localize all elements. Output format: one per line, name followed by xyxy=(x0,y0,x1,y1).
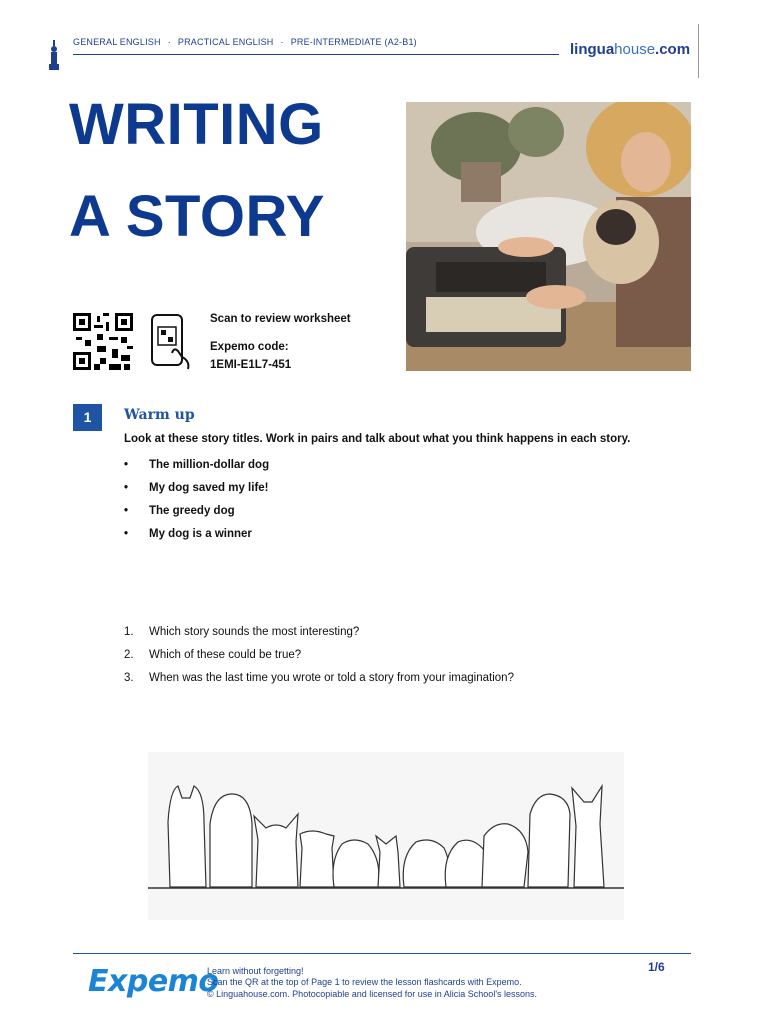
list-item: • The million-dollar dog xyxy=(124,459,270,471)
section-title: Warm up xyxy=(124,407,195,423)
footer-divider xyxy=(73,953,691,954)
statue-of-liberty-icon xyxy=(48,40,60,70)
phone-scan-icon xyxy=(150,313,192,371)
footer-copyright: © Linguahouse.com. Photocopiable and licensed for use in Alicia School's lessons. xyxy=(207,989,538,999)
dogs-lineup-illustration xyxy=(148,752,624,920)
list-item: • My dog is a winner xyxy=(124,528,252,540)
expemo-code: 1EMI-E1L7-451 xyxy=(210,359,292,371)
page-number: 1/6 xyxy=(648,960,665,974)
scan-label: Scan to review worksheet xyxy=(210,313,351,325)
vertical-divider xyxy=(698,24,699,78)
question-item: 1. Which story sounds the most interesting? xyxy=(124,626,360,638)
question-item: 2. Which of these could be true? xyxy=(124,649,302,661)
footer-tagline: Learn without forgetting! xyxy=(207,966,304,976)
breadcrumb-item[interactable]: PRE-INTERMEDIATE (A2-B1) xyxy=(290,37,417,47)
section-instruction: Look at these story titles. Work in pairs and talk about what you think happens in each story. xyxy=(124,433,631,445)
breadcrumb-item[interactable]: PRACTICAL ENGLISH xyxy=(177,37,274,47)
question-item: 3. When was the last time you wrote or told a story from your imagination? xyxy=(124,672,514,684)
section-number: 1 xyxy=(73,404,102,431)
breadcrumb: GENERAL ENGLISH · PRACTICAL ENGLISH · PRE-INTERMEDIATE (A2-B1) xyxy=(73,37,417,47)
woman-typing-with-pug-photo xyxy=(406,102,691,371)
expemo-logo[interactable]: Expemo xyxy=(88,964,219,999)
page-title-line-1: WRITING xyxy=(69,92,324,157)
expemo-code-label: Expemo code: xyxy=(210,341,289,353)
qr-code[interactable] xyxy=(73,313,133,370)
page-title-line-2: A STORY xyxy=(69,184,325,249)
brand-logo[interactable]: linguahouse.com xyxy=(570,41,691,58)
footer-instruction: Scan the QR at the top of Page 1 to review the lesson flashcards with Expemo. xyxy=(207,977,522,987)
list-item: • The greedy dog xyxy=(124,505,235,517)
breadcrumb-item[interactable]: GENERAL ENGLISH xyxy=(73,37,161,47)
header-divider xyxy=(73,54,559,55)
list-item: • My dog saved my life! xyxy=(124,482,269,494)
